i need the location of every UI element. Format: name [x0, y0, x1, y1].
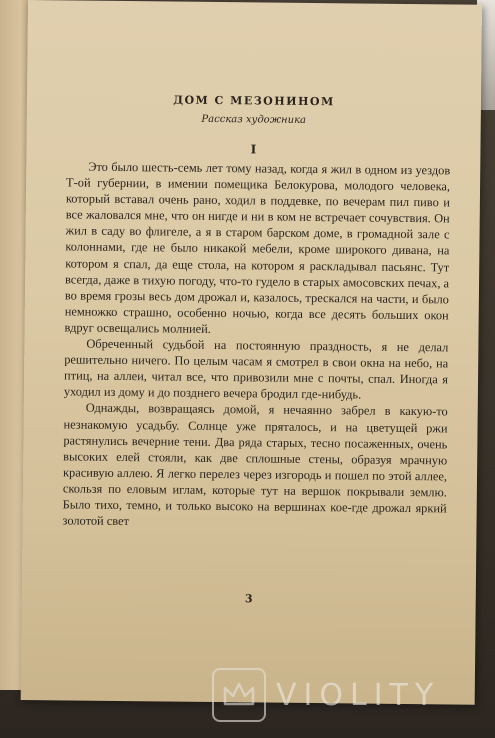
- crown-logo-icon: [212, 668, 266, 722]
- chapter-number: I: [250, 142, 257, 157]
- violity-watermark: [212, 668, 482, 722]
- paragraph-3: Однажды, возвращаясь домой, я нечаянно забрел в какую-то незнакомую усадьбу. Солнце уже пряталось, и на цветущей ржи растянулись вечерние тени. Два ряда старых, тесно посаженных, очень высоких елей стояли, как две сплошные стены, образуя мрачную красивую аллею. Я легко перелез через изгородь и пошел по этой аллее, скользя по еловым иглам, которые тут на вершок покрывали землю. Было тихо, темно, и только высоко на вершинах кое-где дрожал яркий золотой свет: [62, 401, 448, 529]
- story-title: ДОМ С МЕЗОНИНОМ: [173, 93, 335, 109]
- watermark-text: VIOLITY: [276, 677, 441, 713]
- paragraph-2: Обреченный судьбой на постоянную праздность, я не делал решительно ничего. По целым часам я смотрел в свои окна на небо, на птиц, на аллеи, читал все, что привозили мне с почты, спал. Иногда я уходил из дому и до позднего вечера бродил где-нибудь.: [63, 336, 449, 402]
- story-subtitle: Рассказ художника: [201, 113, 307, 126]
- paragraph-1: Это было шесть-семь лет тому назад, когда я жил в одном из уездов Т-ой губернии, в имении помещика Белокурова, молодого человека, который вставал очень рано, ходил в поддевке, по вечерам пил пиво и все жаловался мне, что он нигде и ни в ком не встречает сочувствия. Он жил в саду во флигеле, а я в старом барском доме, в громадной зале с колоннами, где не было никакой мебели, кроме широкого дивана, на котором я спал, да еще стола, на котором я раскладывал пасьянс. Тут всегда, даже в тихую погоду, что-то гудело в старых амосовских печах, а во время грозы весь дом дрожал и, казалось, трескался на части, и было немножко страшно, особенно ночью, когда все десять больших окон вдруг освещались молнией.: [64, 159, 451, 336]
- page-number: 3: [244, 592, 253, 606]
- book-page: [21, 0, 482, 705]
- body-text: [62, 158, 450, 532]
